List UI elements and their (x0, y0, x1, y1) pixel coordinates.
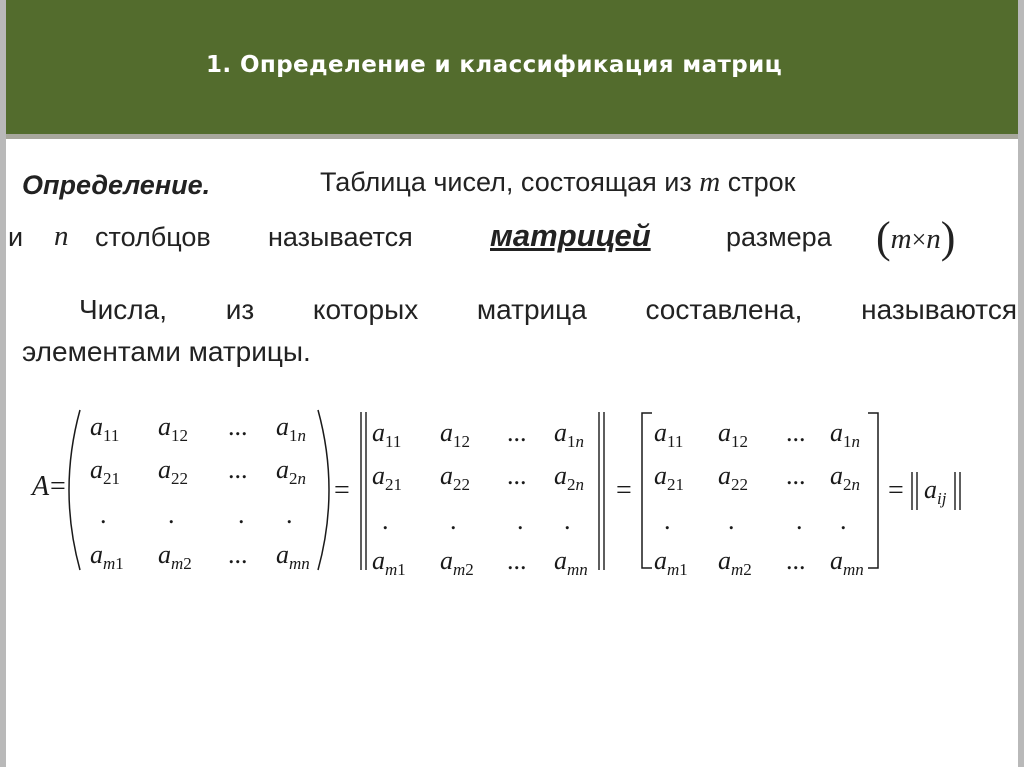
short-form-element: $a_{ij}$ (924, 475, 947, 509)
bracket-matrix-element-2-3: ... (786, 461, 806, 490)
paren-matrix-element-4-3: ... (228, 540, 248, 569)
paren-matrix-element-4-1: $a_{m1}$ (90, 540, 124, 574)
paren-matrix-element-1-2: $a_{12}$ (158, 412, 188, 446)
bar-matrix-element-1-3: ... (507, 418, 527, 447)
left-square-bracket (642, 413, 652, 568)
bar-matrix-element-3-1: . (382, 506, 389, 535)
bracket-matrix-element-4-2: $a_{m2}$ (718, 546, 752, 580)
bar-matrix-element-2-3: ... (507, 461, 527, 490)
bracket-matrix-element-1-2: $a_{12}$ (718, 418, 748, 452)
paren-matrix-element-2-4: $a_{2n}$ (276, 455, 306, 489)
word-2: из (225, 294, 255, 325)
bracket-matrix-element-2-1: $a_{21}$ (654, 461, 684, 495)
var-n: n (54, 220, 69, 252)
bracket-matrix-element-4-1: $a_{m1}$ (654, 546, 688, 580)
bar-matrix-element-3-3: . (517, 506, 524, 535)
bar-matrix-element-3-2: . (450, 506, 457, 535)
bracket-matrix-element-3-3: . (796, 506, 803, 535)
paren-matrix-element-1-1: $a_{11}$ (90, 412, 120, 446)
bracket-matrix-element-4-3: ... (786, 546, 806, 575)
paren-matrix-element-2-1: $a_{21}$ (90, 455, 120, 489)
word-size: размера (726, 222, 832, 252)
word-6: называются (861, 294, 1017, 325)
equals-sign-1: = (50, 471, 66, 502)
bar-matrix-element-2-4: $a_{2n}$ (554, 461, 584, 495)
bracket-matrix-element-2-4: $a_{2n}$ (830, 461, 860, 495)
bracket-matrix-element-1-4: $a_{1n}$ (830, 418, 860, 452)
bar-matrix-element-4-4: $a_{mn}$ (554, 546, 588, 580)
definition-phrase: Таблица чисел, состоящая из (320, 167, 692, 197)
bracket-matrix-element-4-4: $a_{mn}$ (830, 546, 864, 580)
definition-word-rows: строк (727, 167, 796, 197)
equals-sign-4: = (888, 475, 904, 506)
equals-sign-3: = (616, 475, 632, 506)
equals-sign-2: = (334, 475, 350, 506)
var-m: m (699, 166, 721, 198)
size-expression: (m×n) (876, 213, 956, 262)
paren-matrix-element-3-3: . (238, 500, 245, 529)
word-columns: столбцов (95, 222, 211, 252)
bracket-matrix-element-1-1: $a_{11}$ (654, 418, 684, 452)
elements-sentence-line-2: элементами матрицы. (22, 336, 311, 367)
definition-label: Определение. (22, 170, 211, 200)
paren-matrix-element-4-2: $a_{m2}$ (158, 540, 192, 574)
word-and: и (8, 222, 24, 252)
paren-matrix-element-3-4: . (286, 500, 293, 529)
bar-matrix-element-1-2: $a_{12}$ (440, 418, 470, 452)
bar-matrix-element-1-1: $a_{11}$ (372, 418, 402, 452)
word-called: называется (268, 222, 413, 252)
bar-matrix-element-2-1: $a_{21}$ (372, 461, 402, 495)
word-5: составлена, (645, 294, 803, 325)
word-1: Числа, (79, 294, 167, 325)
times-sign: × (911, 225, 927, 254)
paren-matrix-element-2-2: $a_{22}$ (158, 455, 188, 489)
bar-matrix-element-4-2: $a_{m2}$ (440, 546, 474, 580)
bar-matrix-element-4-1: $a_{m1}$ (372, 546, 406, 580)
bracket-matrix-element-3-1: . (664, 506, 671, 535)
matrix-name: A (32, 471, 50, 502)
paren-matrix-element-2-3: ... (228, 455, 248, 484)
paren-matrix-element-3-2: . (168, 500, 175, 529)
bracket-matrix-element-2-2: $a_{22}$ (718, 461, 748, 495)
right-paren (318, 410, 329, 570)
paren-matrix-element-1-4: $a_{1n}$ (276, 412, 306, 446)
determinant-bars (361, 412, 960, 570)
bracket-matrix-element-1-3: ... (786, 418, 806, 447)
word-4: матрица (476, 294, 587, 325)
bracket-matrix-element-3-4: . (840, 506, 847, 535)
left-paren (69, 410, 80, 570)
bar-matrix-element-4-3: ... (507, 546, 527, 575)
paren-matrix-element-1-3: ... (228, 412, 248, 441)
paren-matrix-element-3-1: . (100, 500, 107, 529)
size-m: m (890, 223, 912, 255)
size-n: n (926, 223, 941, 255)
right-square-bracket (868, 413, 878, 568)
bar-matrix-element-1-4: $a_{1n}$ (554, 418, 584, 452)
word-3: которых (312, 294, 419, 325)
bar-matrix-element-3-4: . (564, 506, 571, 535)
bracket-matrix-element-3-2: . (728, 506, 735, 535)
slide-title: 1. Определение и классификация матриц (206, 52, 783, 78)
paren-matrix-element-4-4: $a_{mn}$ (276, 540, 310, 574)
bar-matrix-element-2-2: $a_{22}$ (440, 461, 470, 495)
keyword-matrix: матрицей (490, 218, 651, 253)
